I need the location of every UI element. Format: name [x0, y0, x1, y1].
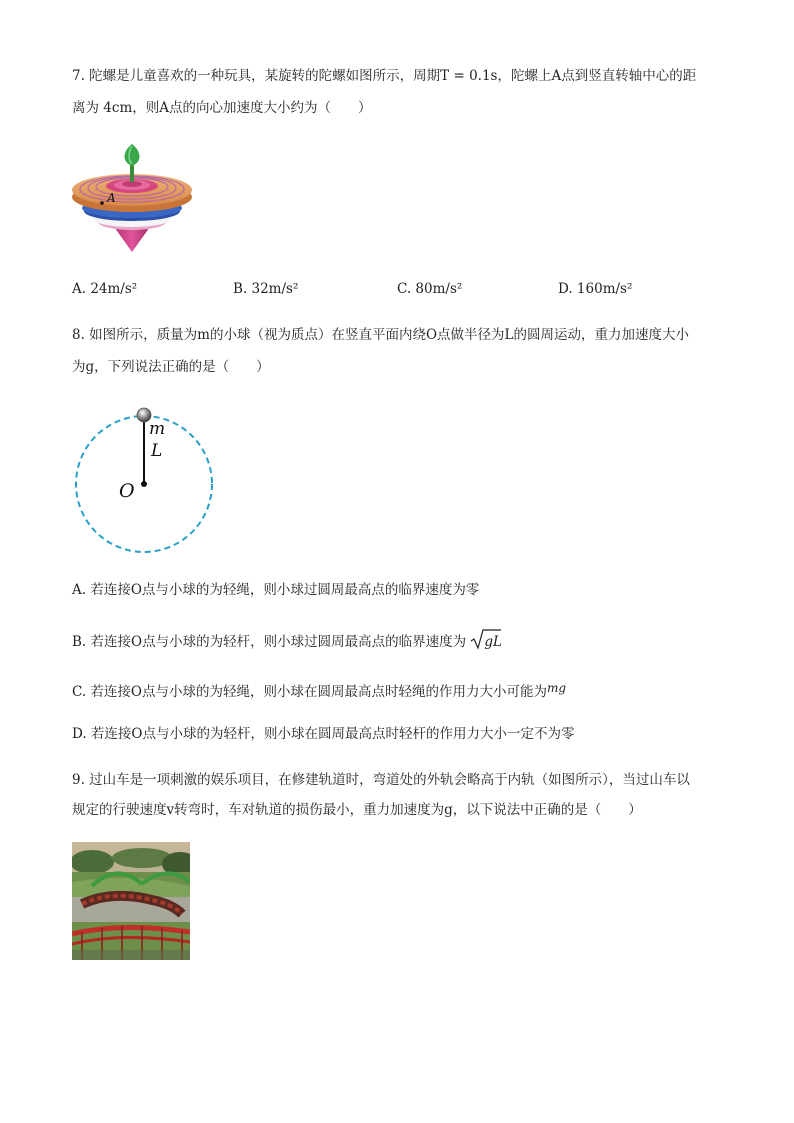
q8-option-b[interactable]: [72, 628, 502, 656]
length-label: L: [151, 441, 163, 461]
spinning-top-figure: [70, 142, 194, 254]
q8-option-b-formula: gL: [484, 634, 502, 650]
q9-stem-line2: 规定的行驶速度v转弯时，车对轨道的损伤最小，重力加速度为g，以下说法中正确的是（ ）: [72, 802, 642, 818]
roller-coaster-photo: [72, 842, 190, 960]
q7-options: [72, 281, 732, 301]
q7-stem-line2: 离为 4cm，则A点的向心加速度大小约为（ ）: [72, 100, 372, 116]
q8-stem-line2: 为g，下列说法正确的是（ ）: [72, 359, 270, 375]
q8-option-c-text: C. 若连接O点与小球的为轻绳，则小球在圆周最高点时轻绳的作用力大小可能为: [72, 684, 547, 700]
q7-option-b[interactable]: B. 32m/s²: [233, 281, 299, 297]
q7-option-d[interactable]: D. 160m/s²: [558, 281, 633, 297]
q7-stem-line1: 7. 陀螺是儿童喜欢的一种玩具，某旋转的陀螺如图所示，周期T = 0.1s，陀螺上A点到竖直转轴中心的距: [72, 68, 697, 84]
center-label: O: [119, 480, 135, 502]
q7-option-a[interactable]: A. 24m/s²: [72, 281, 138, 297]
q8-option-b-text: B. 若连接O点与小球的为轻杆，则小球过圆周最高点的临界速度为: [72, 634, 467, 650]
mass-label: m: [149, 419, 166, 439]
q8-option-c[interactable]: [72, 678, 566, 702]
circular-motion-figure: [70, 404, 220, 556]
q8-option-d[interactable]: D. 若连接O点与小球的为轻杆，则小球在圆周最高点时轻杆的作用力大小一定不为零: [72, 726, 575, 742]
q8-option-a[interactable]: A. 若连接O点与小球的为轻绳，则小球过圆周最高点的临界速度为零: [72, 582, 480, 598]
q7-option-c[interactable]: C. 80m/s²: [397, 281, 463, 297]
q8-stem-line1: 8. 如图所示，质量为m的小球（视为质点）在竖直平面内绕O点做半径为L的圆周运动，重力加速度大小: [72, 327, 690, 343]
q9-stem-line1: 9. 过山车是一项刺激的娱乐项目，在修建轨道时，弯道处的外轨会略高于内轨（如图所示），当过山车以: [72, 772, 690, 788]
point-a-label: A: [107, 191, 116, 205]
q8-option-c-formula: mg: [547, 681, 567, 695]
